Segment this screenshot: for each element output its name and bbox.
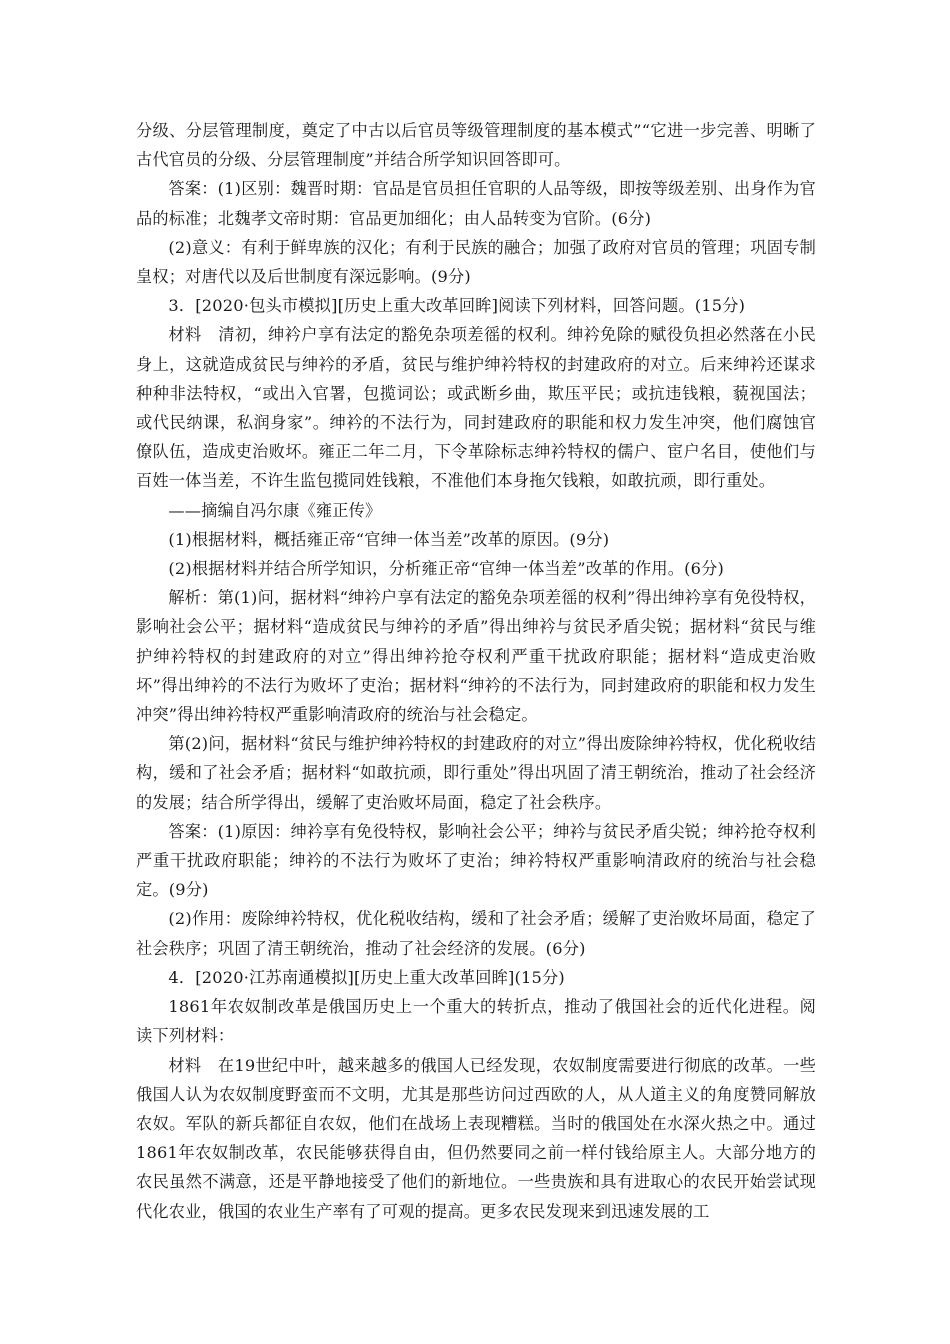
question-3-sub1: (1)根据材料，概括雍正帝“官绅一体当差”改革的原因。(9分) — [168, 529, 610, 549]
question-3-material: 材料 清初，绅衿户享有法定的豁免杂项差徭的权利。绅衿免除的赋役负担必然落在小民身上，这就造成贫民与绅衿的矛盾，贫民与维护绅衿特权的封建政府的对立。后来绅衿还谋求种种非法特权，“或出入官署，包揽词讼；或武断乡曲，欺压平民；或抗违钱粮，藐视国法；或代民纳课，私润身家”。绅衿的不法行为，同封建政府的职能和权力发生冲突，他们腐蚀官僚队伍，造成吏治败坏。雍正二年二月，下令革除标志绅衿特权的儒户、宦户名目，使他们与百姓一体当差，不许生监包揽同姓钱粮，不准他们本身拖欠钱粮，如敢抗顽，即行重处。 — [136, 325, 816, 491]
question-3-analysis-part1: 解析：第(1)问，据材料“绅衿户享有法定的豁免杂项差徭的权利”得出绅衿享有免役特权，影响社会公平；据材料“造成贫民与绅衿的矛盾”得出绅衿与贫民矛盾尖锐；据材料“贫民与维护绅衿特权的封建政府的对立”得出绅衿抢夺权利严重干扰政府职能；据材料“造成吏治败坏”得出绅衿的不法行为败坏了吏治；据材料“绅衿的不法行为，同封建政府的职能和权力发生冲突”得出绅衿特权严重影响清政府的统治与社会稳定。 — [136, 588, 816, 725]
material-source: ——摘编自冯尔康《雍正传》 — [168, 500, 382, 520]
question-3-analysis-part2: 第(2)问，据材料“贫民与维护绅衿特权的封建政府的对立”得出废除绅衿特权，优化税收结构，缓和了社会矛盾；据材料“如敢抗顽，即行重处”得出巩固了清王朝统治，推动了社会经济的发展；结合所学得出，缓解了吏治败坏局面，稳定了社会秩序。 — [136, 734, 816, 812]
question-4-material: 材料 在19世纪中叶，越来越多的俄国人已经发现，农奴制度需要进行彻底的改革。一些俄国人认为农奴制度野蛮而不文明，尤其是那些访问过西欧的人，从人道主义的角度赞同解放农奴。军队的新兵都征自农奴，他们在战场上表现糟糕。当时的俄国处在水深火热之中。通过1861年农奴制改革，农民能够获得自由，但仍然要同之前一样付钱给原主人。大部分地方的农民虽然不满意，还是平静地接受了他们的新地位。一些贵族和具有进取心的农民开始尝试现代化农业，俄国的农业生产率有了可观的提高。更多农民发现来到迅速发展的工 — [136, 1055, 816, 1221]
answer-q3-part1: 答案：(1)原因：绅衿享有免役特权，影响社会公平；绅衿与贫民矛盾尖锐；绅衿抢夺权利严重干扰政府职能；绅衿的不法行为败坏了吏治；绅衿特权严重影响清政府的统治与社会稳定。(9分) — [136, 821, 816, 900]
answer-q2-part1: 答案：(1)区别：魏晋时期：官品是官员担任官职的人品等级，即按等级差别、出身作为官品的标准；北魏孝文帝时期：官品更加细化；由人品转变为官阶。(6分) — [136, 179, 816, 228]
document-page — [136, 116, 816, 1226]
answer-q3-part2: (2)作用：废除绅衿特权，优化税收结构，缓和了社会矛盾；缓解了吏治败坏局面，稳定了社会秩序；巩固了清王朝统治，推动了社会经济的发展。(6分) — [136, 909, 816, 958]
paragraph-continuation: 分级、分层管理制度，奠定了中古以后官员等级管理制度的基本模式”“它进一步完善、明晰了古代官员的分级、分层管理制度”并结合所学知识回答即可。 — [136, 121, 816, 170]
question-4-heading: 4．[2020·江苏南通模拟][历史上重大改革回眸](15分) — [168, 967, 565, 987]
question-3-sub2: (2)根据材料并结合所学知识，分析雍正帝“官绅一体当差”改革的作用。(6分) — [168, 559, 725, 579]
answer-q2-part2: (2)意义：有利于鲜卑族的汉化；有利于民族的融合；加强了政府对官员的管理；巩固专制皇权；对唐代以及后世制度有深远影响。(9分) — [136, 237, 816, 287]
question-3-heading: 3．[2020·包头市模拟][历史上重大改革回眸]阅读下列材料，回答问题。(15分) — [168, 296, 746, 316]
question-4-intro: 1861年农奴制改革是俄国历史上一个重大的转折点，推动了俄国社会的近代化进程。阅读下列材料： — [136, 997, 816, 1046]
